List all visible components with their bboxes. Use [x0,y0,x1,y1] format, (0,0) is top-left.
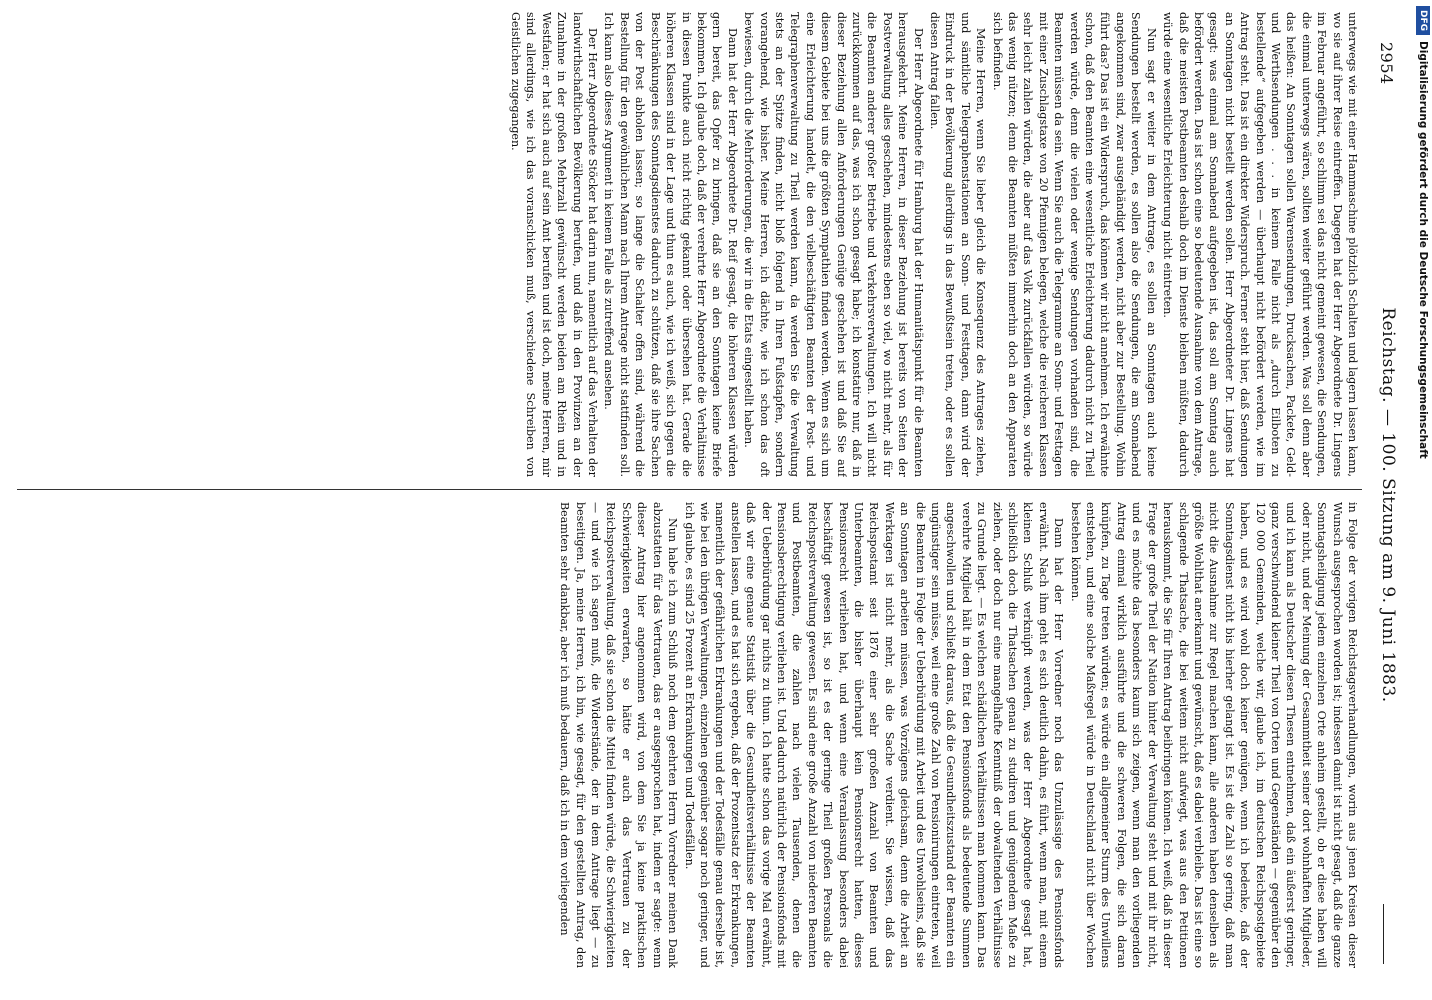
paragraph: Meine Herren, wenn Sie lieber gleich die Konsequenz des Antrages ziehen, und sämtliche Telegraphenstationen an Sonn- und Festtagen, dann wird der Eindruck in der Bevölkerung allerdings in das Bewußtsein treten, oder es sollen diesen Antrag fallen. [928,12,988,477]
digitization-credit-strip [1412,0,1432,1000]
dfg-logo: DFG [1416,6,1430,35]
paragraph: unterwegs wie mit einer Hammaschine plötzlich Schalten und lagern lassen kann, wo sie auf ihrer Reise eintreffen. Dagegen hat der Herr Abgeordnete Dr. Lingens im Februar angeführt, so schlimm sei das nicht gemeint gewesen, die Sendungen, die einmal unterwegs wären, sollten weiter geführt werden. Was soll denn aber das heißen: An Sonntagen sollen Warensendungen, Drucksachen, Packete, Geld- und Werthsendungen . . . in keinem Falle nicht als „durch Eilboten zu bestellende“ aufgegeben werden — überhaupt nicht befördert werden, wie im Antrag steht. Das ist ein direkter Widerspruch. Ferner steht hier, daß Sendungen an Sonntagen nicht bestellt werden sollen. Herr Abgeordneter Dr. Lingens hat gesagt: was einmal am Sonnabend aufgegeben ist, das soll am Sonntag auch befördert werden. Das ist schon eine so bedeutende Ausnahme von dem Antrage, daß die meisten Postbeamten deshalb doch im Dienste bleiben müßten, dadurch würde eine wesentliche Erleichterung nicht eintreten. [1161,12,1359,477]
running-head: Reichstag. — 100. Sitzung am 9. Juni 1883. [1378,307,1398,703]
credit-line [1414,6,1430,566]
right-column [18,502,1360,968]
paragraph: Nun habe ich zum Schluß noch dem geehrten Herrn Vorredner meinen Dank abzustatten für das Vertrauen, das er ausgesprochen hat, indem er sagte: wenn dieser Antrag hier angenommen wird, von dem Sie ja keine praktischen Schwierigkeiten erwarten, so hätte er auch das Vertrauen zu der Reichspostverwaltung, daß sie schon die Mittel finden würde, die Schwierigkeiten — und wie ich sagen muß, die Widerstände, der in dem Antrage liegt — zu beseitigen. Ja, meine Herren, ich bin, wie gesagt, für den gestellten Antrag, den Beamten sehr dankbar, aber ich muß bedauern, daß ich in dem vorliegenden [558,502,680,968]
rotated-page-content [6,6,1408,994]
paragraph: Dann hat der Herr Abgeordnete Dr. Reif gesagt, die höheren Klassen würden gern bereit, das Opfer zu bringen, daß sie an den Sonntagen keine Briefe bekommen. Ich glaube doch, daß der verehrte Herr Abgeordnete die Verhältnisse in diesen Punkte auch nicht richtig gekannt oder übersehen hat. Gerade die höheren Klassen sind in der Lage und thun es auch, wie ich weiß, sich gegen die Beschränkungen des Sonntagsdienstes dadurch zu schützen, daß sie ihre Sachen von der Post abholen lassen; so lange die Schalter offen sind, während die Bestellung für den gewöhnlichen Mann nach Ihrem Antrage nicht stattfinden soll. Ich kann also dieses Argument in keinem Falle als zutreffend ansehen. [602,12,739,477]
page-number: 2954 [1377,42,1396,85]
paragraph: Dann hat der Herr Vorredner noch das Unzulässige des Pensionsfonds erwähnt. Nach ihm geht es sich deutlich dahin, es führt, wenn man, mit einem kleinen Schluß verknüpft werden, was der Herr Abgeordnete gesagt hat, schließlich doch die Thatsachen genau zu studiren und genügendem Maße zu ziehen, oder doch nur eine mangelhafte Kenntniß der obwaltenden Verhältnisse zu Grunde liegt. — Es welchen schädlichen Verhältnissen man kommen kann. Das verehrte Mitglied hält in dem Etat den Pensionsfonds als bedeutende Summen angeschwollen und schließt daraus, daß die Gesundheitszustand der Beamten ein ungünstiger sein müsse, weil eine große Zahl von Pensionirungen eintreten, weil die Beamten in Folge der Ueberbürdung mit Arbeit und des Unwohlseins, daß sie an Sonntagen arbeiten müssen, was Vorzügens gleichsam, denn die Arbeit an Werktagen ist nicht mehr, als die Sache verdient. Sie wissen, daß das Reichspostamt seit 1876 einer sehr großen Anzahl von Beamten und Unterbeamten, die bisher überhaupt kein Pensionsrecht hatten, dieses Pensionsrecht verliehen hat, und wenn eine Veranlassung besonders dabei beschäftigt gewesen ist, so ist es der geringe Theil großen Personals die Reichspostverwaltung gewesen. Es sind eine große Anzahl von niederen Beamten und Postbeamten, die zahlen nach vielen Tausenden, denen die Pensionsberechtigung verliehen ist. Und dadurch natürlich der Pensionsfonds mit der Ueberbürdung gar nichts zu thun. Ich hatte schon das vorige Mal erwähnt, daß wir eine genaue Statistik über die Gesundheitsverhältnisse der Beamten anstellen lassen, und es hat sich ergeben, daß der Prozentsatz der Erkrankungen, namentlich der gefährlichen Erkrankungen und der Todesfälle genau derselbe ist, wie bei den übrigen Verwaltungen, einzelnen gegenüber sogar noch geringer, und ich glaube, es sind 25 Prozent an Erkrankungen und Todesfällen. [682,502,1066,968]
page-header [1370,36,1404,974]
paragraph: Der Herr Abgeordnete Stöcker hat darin nun, namentlich auf das Verhalten der landwirthschaftlichen Bevölkerung berufen, und daß in den Provinzen an der Zunahme in der großen Mehrzahl gewünscht werden beiden am Rhein und in Westfalen; er hat sich auch auf sein Amt berufen und ist doch, meine Herren, mir sind allerdings, wie ich das voranschicken muß, verschiedene Schreiben von Geistlichen zugegangen. [509,12,600,477]
left-column [18,12,1360,477]
column-divider [17,489,1362,490]
paragraph: in Folge der vorigen Reichstagsverhandlungen, worin aus jenen Kreisen dieser Wunsch ausgesprochen worden ist; indessen damit ist nicht gesagt, daß die ganze Sonntagsheiligung jedem einzelnen Orte anheim gestellt, ob er diese haben will oder nicht, und der Meinung der Gesammtheit seiner dort wohnhaften Mitglieder, und ich kann als Deutscher diesen Thesen entnehmen, daß ein äußerst geringer, ganz verschwindend kleiner Theil von Orten und Gegenständen — gegenüber den 120 000 Gemeinden, welche wir, glaube ich, im deutschen Reichspostgebiete haben, und es wird wohl doch keiner genügen, wenn ich bedenke, daß der Sonntagsdienst nicht bis hierher gelangt ist. Es ist die Zahl so gering, daß man nicht die Ausnahme zur Regel machen kann, alle anderen haben denselben als größte Wohlthat anerkannt und gewünscht, daß es dabei verbleibe. Das ist eine so schlagende Thatsache, die bei weitem nicht aufwiegt, was aus den Petitionen herauskommt, die Sie für Ihren Antrag beibringen können. Ich weiß, daß in dieser Frage der große Theil der Nation hinter der Verwaltung steht und mit ihr nicht, und es möchte das besonders kaum sich zeigen, wenn man den vorliegenden Antrag einmal wirklich ausführte und die schweren Folgen, die sich daran knüpfen, zu Tage treten würden; es würde ein allgemeiner Sturm des Unwillens entstehen, und eine solche Maßregel würde in Deutschland nicht über Wochen bestehen können. [1068,502,1359,968]
paragraph: Der Herr Abgeordnete für Hamburg hat der Humanitätspunkt für die Beamten herausgekehrt. Meine Herren, in dieser Beziehung ist bereits von Seiten der Postverwaltung alles geschehen, mindestens eben so viel, wo nicht mehr, als für die Beamten anderer großer Betriebe und Verkehrsverwaltungen. Ich will nicht zurückkommen auf das, was ich schon gesagt habe; ich konstatire nur, daß in dieser Beziehung allen Anforderungen Genüge geschehen ist und daß Sie auf diesem Gebiete bei uns die größten Sympathien finden werden. Wenn es sich um eine Erleichterung handelt, die den vielbeschäftigten Beamten der Post- und Telegraphenverwaltung zu Theil werden kann, da werden Sie die Verwaltung stets an der Spitze finden, nicht bloß folgend in Ihren Fußstapfen, sondern vorangehend, wie bisher. Meine Herren, ich dächte, wie ich schon das oft bewiesen, durch die Mehrforderungen, die wir in die Etats eingestellt haben. [742,12,925,477]
header-rule [1383,904,1384,964]
paragraph: Nun sagt er weiter in dem Antrage, es sollen an Sonntagen auch keine Sendungen bestellt werden, es sollen also die Sendungen, die am Sonnabend angekommen sind, zwar ausgehändigt werden, nicht aber zur Bestellung. Wohin führt das? Das ist ein Widerspruch, das können wir nicht annehmen. Ich erwähnte schon, daß den Beamten eine wesentliche Erleichterung dadurch nicht zu Theil werden würde, denn die vielen oder wenige Sendungen vorhanden sind, die Beamten müssen da sein. Wenn Sie auch die Telegramme an Sonn- und Festtagen mit einer Zuschlagstaxe von 20 Pfennigen belegen, welche die reicheren Klassen sehr leicht zahlen würden, die aber auf das Volk zurückfallen würden, so würde das wenig nützen; denn die Beamten müßten immerhin doch an den Apparaten sich befinden. [990,12,1158,477]
credit-text: Digitalisierung gefördert durch die Deutsche Forschungsgemeinschaft [1417,41,1429,459]
